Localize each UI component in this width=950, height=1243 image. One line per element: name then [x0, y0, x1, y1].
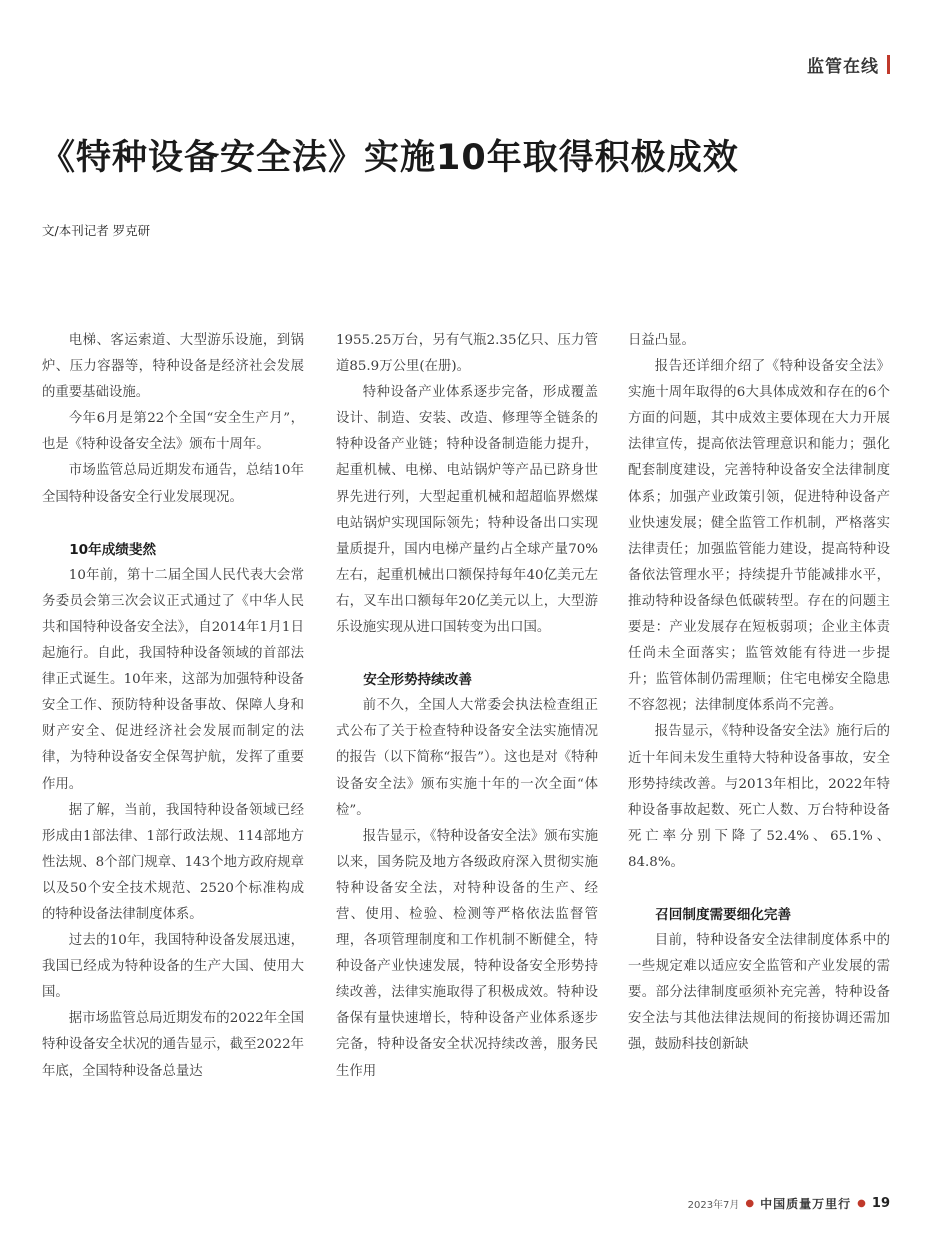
section-heading: 召回制度需要细化完善 [655, 906, 792, 923]
paragraph: 据市场监管总局近期发布的2022年全国特种设备安全状况的通告显示，截至2022年年底，全国特种设备总量达 [42, 1011, 304, 1079]
column-3 [628, 328, 890, 1059]
bullet-dot-icon: ● [745, 1198, 755, 1209]
paragraph: 报告还详细介绍了《特种设备安全法》实施十周年取得的6大具体成效和存在的6个方面的问题，其中成效主要体现在大力开展法律宣传，提高依法管理意识和能力；强化配套制度建设，完善特种设备安全法律制度体系；加强产业政策引领，促进特种设备产业快速发展；健全监管工作机制，严格落实法律责任；加强监管能力建设，提高特种设备依法管理水平；持续提升节能减排水平，推动特种设备绿色低碳转型。存在的问题主要是：产业发展存在短板弱项；企业主体责任尚未全面落实；监管效能有待进一步提升；监管体制仍需理顺；住宅电梯安全隐患不容忽视；法律制度体系尚不完善。 [628, 359, 890, 714]
paragraph: 10年前，第十二届全国人民代表大会常务委员会第三次会议正式通过了《中华人民共和国特种设备安全法》，自2014年1月1日起施行。自此，我国特种设备领域的首部法律正式诞生。10年来，这部为加强特种设备安全工作、预防特种设备事故、保障人身和财产安全、促进经济社会发展而制定的法律，为特种设备安全保驾护航，发挥了重要作用。 [42, 567, 304, 792]
article-title: 《特种设备安全法》实施10年取得积极成效 [40, 138, 739, 178]
issue-date: 2023年7月 [687, 1200, 740, 1211]
magazine-name: 中国质量万里行 [760, 1197, 852, 1211]
paragraph: 1955.25万台，另有气瓶2.35亿只、压力管道85.9万公里(在册)。 [336, 333, 598, 375]
paragraph: 电梯、客运索道、大型游乐设施，到锅炉、压力容器等，特种设备是经济社会发展的重要基础设施。 [42, 333, 304, 401]
spacer [628, 876, 890, 902]
section-heading: 安全形势持续改善 [363, 672, 472, 689]
paragraph: 报告显示，《特种设备安全法》施行后的近十年间未发生重特大特种设备事故，安全形势持续改善。与2013年相比，2022年特种设备事故起数、死亡人数、万台特种设备死亡率分别下降了52.4%、65.1%、84.8%。 [628, 724, 890, 870]
bullet-dot-icon: ● [857, 1198, 866, 1209]
section-label: 监管在线 [807, 57, 879, 77]
paragraph: 前不久，全国人大常委会执法检查组正式公布了关于检查特种设备安全法实施情况的报告（以下简称“报告”）。这也是对《特种设备安全法》颁布实施十年的一次全面“体检”。 [336, 698, 598, 818]
column-2 [336, 328, 598, 1085]
paragraph: 特种设备产业体系逐步完备，形成覆盖设计、制造、安装、改造、修理等全链条的特种设备产业链；特种设备制造能力提升，起重机械、电梯、电站锅炉等产品已跻身世界先进行列，大型起重机械和超超临界燃煤电站锅炉实现国际领先；特种设备出口实现量质提升，国内电梯产量约占全球产量70%左右，起重机械出口额保持每年40亿美元左右，叉车出口额每年20亿美元以上，大型游乐设施实现从进口国转变为出口国。 [336, 385, 598, 636]
spacer [42, 511, 304, 537]
paragraph: 市场监管总局近期发布通告，总结10年全国特种设备安全行业发展现况。 [42, 463, 304, 505]
page-footer [688, 1195, 890, 1212]
section-tag [807, 52, 890, 77]
section-bar [887, 55, 890, 74]
byline: 文/本刊记者 罗克研 [42, 223, 151, 238]
column-1 [42, 328, 304, 1085]
paragraph: 报告显示，《特种设备安全法》颁布实施以来，国务院及地方各级政府深入贯彻实施特种设备安全法，对特种设备的生产、经营、使用、检验、检测等严格依法监督管理，各项管理制度和工作机制不断健全，特种设备产业快速发展，特种设备安全形势持续改善，法律实施取得了积极成效。特种设备保有量快速增长，特种设备产业体系逐步完备，特种设备安全状况持续改善，服务民生作用 [336, 828, 598, 1079]
paragraph: 日益凸显。 [628, 333, 695, 348]
paragraph: 据了解，当前，我国特种设备领域已经形成由1部法律、1部行政法规、114部地方性法规、8个部门规章、143个地方政府规章以及50个安全技术规范、2520个标准构成的特种设备法律制度体系。 [42, 802, 304, 922]
page-number: 19 [871, 1196, 890, 1211]
paragraph: 目前，特种设备安全法律制度体系中的一些规定难以适应安全监管和产业发展的需要。部分法律制度亟须补充完善，特种设备安全法与其他法律法规间的衔接协调还需加强，鼓励科技创新缺 [628, 933, 890, 1053]
paragraph: 过去的10年，我国特种设备发展迅速，我国已经成为特种设备的生产大国、使用大国。 [42, 933, 304, 1001]
section-heading: 10年成绩斐然 [69, 541, 157, 558]
spacer [336, 641, 598, 667]
paragraph: 今年6月是第22个全国“安全生产月”，也是《特种设备安全法》颁布十周年。 [42, 411, 304, 453]
